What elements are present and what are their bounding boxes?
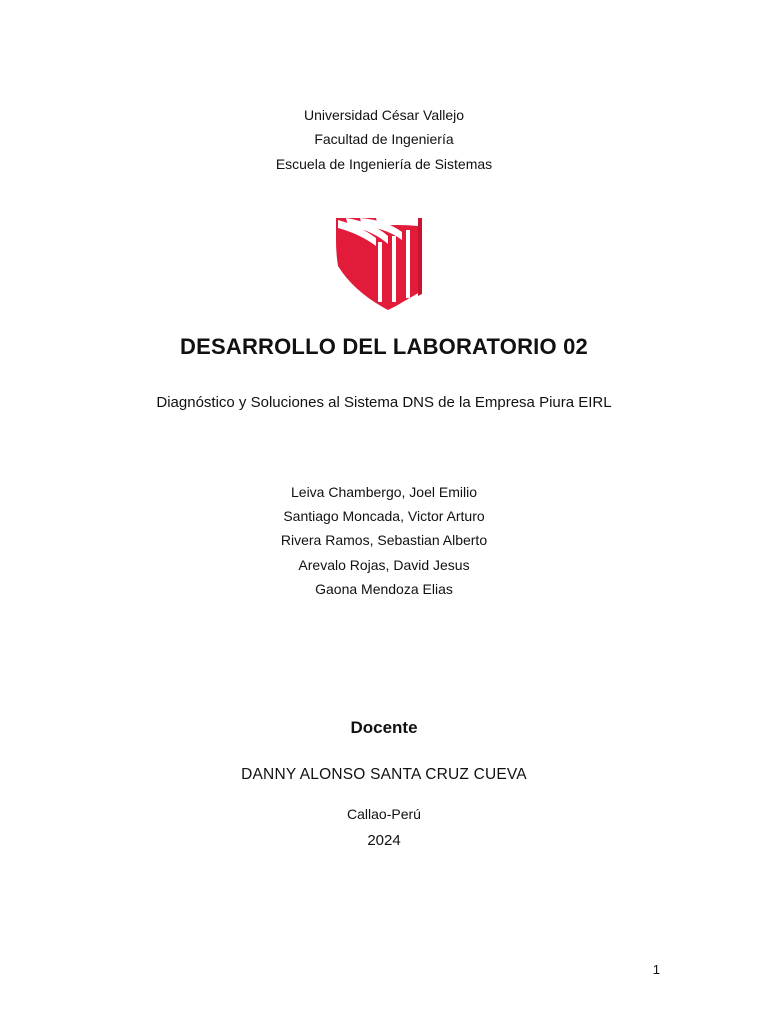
author-name: Gaona Mendoza Elias — [315, 581, 453, 597]
document-subtitle: Diagnóstico y Soluciones al Sistema DNS de la Empresa Piura EIRL — [156, 394, 612, 411]
year: 2024 — [367, 832, 401, 849]
author-name: Rivera Ramos, Sebastian Alberto — [280, 532, 488, 548]
faculty-name: Facultad de Ingeniería — [314, 131, 454, 147]
school-name: Escuela de Ingeniería de Sistemas — [275, 156, 493, 172]
docente-name: DANNY ALONSO SANTA CRUZ CUEVA — [241, 766, 527, 783]
page-number: 1 — [652, 962, 660, 977]
author-name: Arevalo Rojas, David Jesus — [298, 557, 470, 573]
author-name: Leiva Chambergo, Joel Emilio — [291, 484, 477, 500]
ucv-shield-logo — [314, 196, 454, 318]
location: Callao-Perú — [347, 806, 421, 822]
university-name: Universidad César Vallejo — [303, 107, 465, 123]
author-name: Santiago Moncada, Victor Arturo — [283, 508, 485, 524]
document-title: DESARROLLO DEL LABORATORIO 02 — [180, 334, 588, 359]
docente-label: Docente — [350, 718, 418, 737]
